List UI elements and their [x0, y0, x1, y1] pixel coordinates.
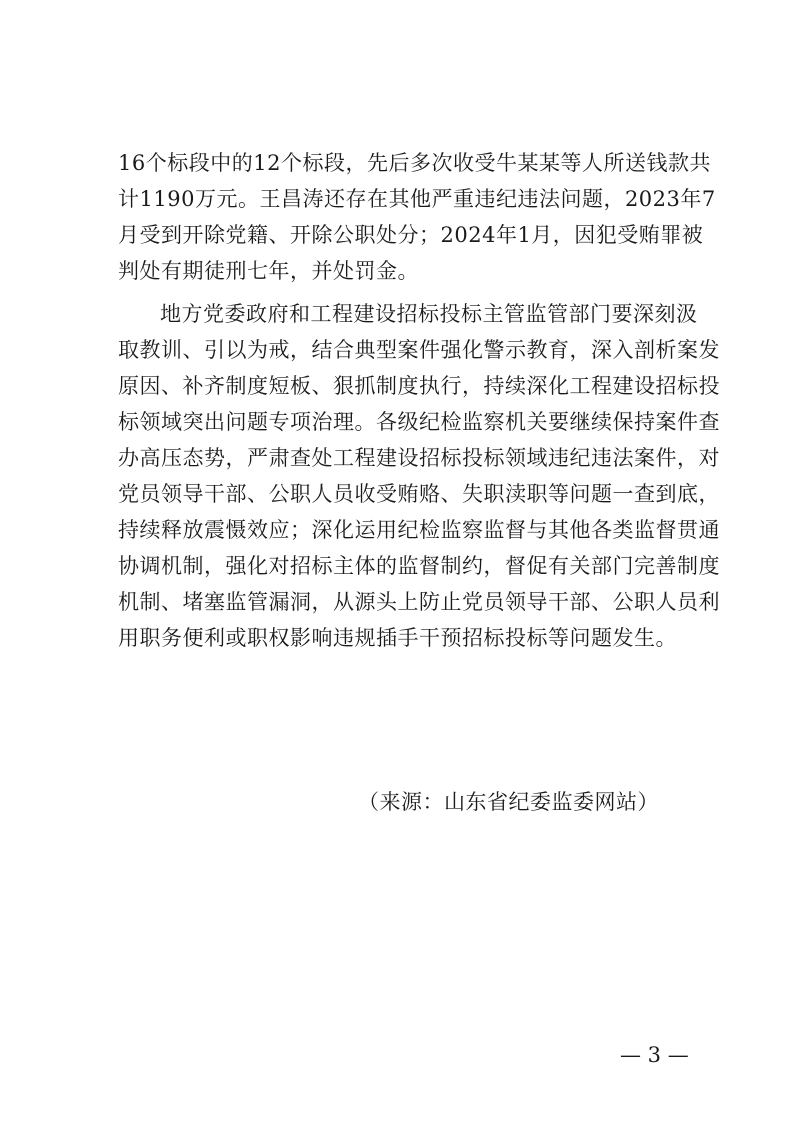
- text-line: 取教训、引以为戒，结合典型案件强化警示教育，深入剖析案发: [118, 338, 720, 362]
- text-line: 地方党委政府和工程建设招标投标主管监管部门要深刻汲: [160, 302, 698, 326]
- page-number: — 3 —: [620, 1043, 689, 1067]
- text-line: 标领域突出问题专项治理。各级纪检监察机关要继续保持案件查: [118, 410, 720, 434]
- text-line: 办高压态势，严肃查处工程建设招标投标领域违纪违法案件，对: [118, 446, 720, 470]
- text-line: 月受到开除党籍、开除公职处分；2024年1月，因犯受贿罪被: [118, 223, 704, 247]
- text-line: 持续释放震慑效应；深化运用纪检监察监督与其他各类监督贯通: [118, 518, 720, 542]
- text-line: 计1190万元。王昌涛还存在其他严重违纪违法问题，2023年7: [118, 187, 716, 211]
- text-line: 判处有期徒刑七年，并处罚金。: [118, 259, 419, 283]
- text-line: 原因、补齐制度短板、狠抓制度执行，持续深化工程建设招标投: [118, 374, 720, 398]
- text-line: 16个标段中的12个标段，先后多次收受牛某某等人所送钱款共: [118, 151, 711, 175]
- text-line: 用职务便利或职权影响违规插手干预招标投标等问题发生。: [118, 626, 677, 650]
- text-line: 协调机制，强化对招标主体的监督制约，督促有关部门完善制度: [118, 554, 720, 578]
- source-note: （来源：山东省纪委监委网站）: [358, 790, 659, 814]
- text-line: 机制、堵塞监管漏洞，从源头上防止党员领导干部、公职人员利: [118, 590, 720, 614]
- text-line: 党员领导干部、公职人员收受贿赂、失职渎职等问题一查到底，: [118, 482, 720, 506]
